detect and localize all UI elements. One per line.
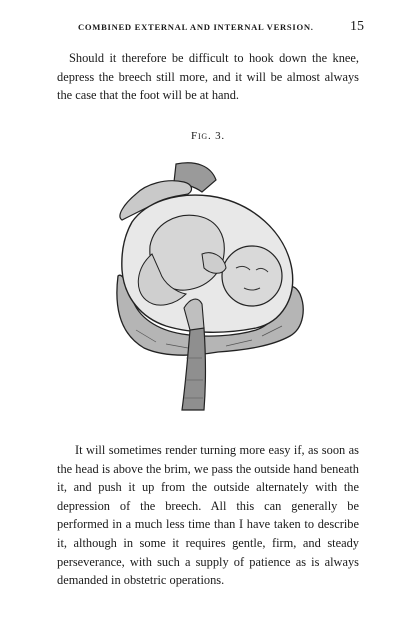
paragraph-2: It will sometimes render turning more easy if, as soon as the head is above the brim, we pass the outside hand beneath it, and push it up from the outside alternately with the depression of the breech. All this can generally be performed in a much less time than I have taken to describe it, although in some it requires gentle, firm, and steady perseverance, with such a supply of patience as is always demanded in obstetric operations. [57, 443, 359, 588]
figure-caption: Fig. 3. [191, 130, 225, 142]
running-head: COMBINED EXTERNAL AND INTERNAL VERSION. [78, 22, 314, 32]
page-number: 15 [350, 19, 364, 34]
paragraph-1: Should it therefore be difficult to hook down the knee, depress the breech still more, and it will be almost always the case that the foot will be at hand. [57, 51, 359, 103]
fetus-head [222, 246, 282, 306]
figure-illustration [106, 158, 306, 420]
